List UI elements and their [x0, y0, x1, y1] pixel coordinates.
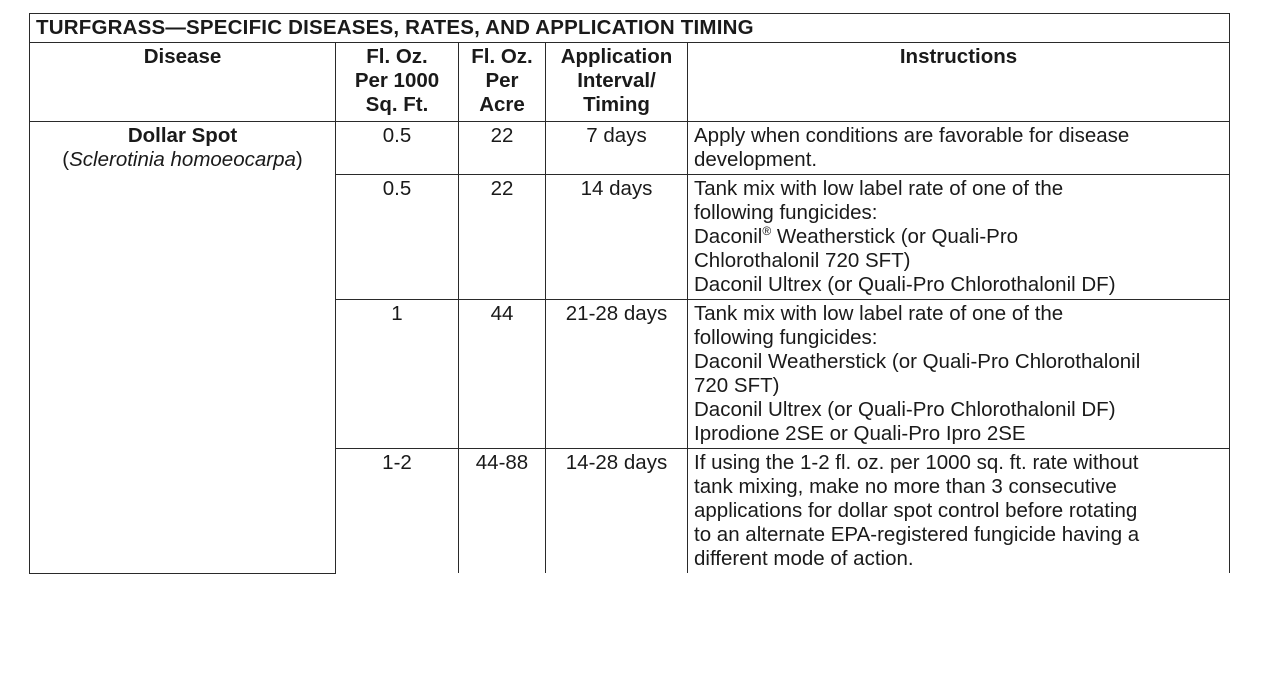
cell-interval: 14-28 days	[546, 449, 688, 574]
label-table-container	[29, 13, 1229, 574]
disease-name: Dollar Spot	[127, 124, 238, 147]
disease-rates-table	[29, 13, 1230, 574]
instruction-line: Tank mix with low label rate of one of the	[694, 302, 1064, 325]
header-instructions: Instructions	[688, 43, 1230, 122]
instruction-line: Apply when conditions are favorable for disease	[694, 124, 1130, 147]
instruction-line: to an alternate EPA-registered fungicide having a	[694, 523, 1140, 546]
cell-interval: 7 days	[546, 122, 688, 175]
header-application-interval	[546, 43, 688, 122]
cell-rate-per-1000: 0.5	[336, 175, 459, 300]
header-rate-per-acre-line1: Fl. Oz.	[471, 45, 533, 68]
table-title: TURFGRASS—SPECIFIC DISEASES, RATES, AND APPLICATION TIMING	[30, 14, 1230, 43]
header-rate-per-acre	[459, 43, 546, 122]
cell-instructions	[688, 175, 1230, 300]
header-interval-line3: Timing	[583, 93, 650, 116]
instruction-line: Daconil Weatherstick (or Quali-Pro Chlorothalonil	[694, 350, 1141, 373]
cell-rate-per-acre: 44-88	[459, 449, 546, 574]
header-rate-per-acre-line3: Acre	[479, 93, 525, 116]
instruction-line: Daconil Ultrex (or Quali-Pro Chlorothalonil DF)	[694, 398, 1116, 421]
header-disease: Disease	[30, 43, 336, 122]
header-rate-per-acre-line2: Per	[485, 69, 519, 92]
instruction-line: Daconil Ultrex (or Quali-Pro Chlorothalonil DF)	[694, 273, 1116, 296]
cell-rate-per-acre: 22	[459, 175, 546, 300]
cell-instructions	[688, 122, 1230, 175]
header-interval-line2: Interval/	[577, 69, 656, 92]
instruction-line: different mode of action.	[694, 547, 914, 570]
cell-interval: 14 days	[546, 175, 688, 300]
header-rate-per-1000-line2: Per 1000	[354, 69, 440, 92]
scientific-name-italic: Sclerotinia homoeocarpa	[69, 148, 296, 171]
cell-interval: 21-28 days	[546, 300, 688, 449]
cell-rate-per-acre: 44	[459, 300, 546, 449]
table-title-row	[30, 14, 1230, 43]
disease-scientific-name: (Sclerotinia homoeocarpa)	[62, 148, 303, 171]
instruction-line: applications for dollar spot control before rotating	[694, 499, 1138, 522]
cell-rate-per-acre: 22	[459, 122, 546, 175]
table-row	[30, 122, 1230, 175]
cell-rate-per-1000: 1-2	[336, 449, 459, 574]
instruction-line: Tank mix with low label rate of one of the	[694, 177, 1064, 200]
instruction-line: If using the 1-2 fl. oz. per 1000 sq. ft. rate without	[694, 451, 1139, 474]
header-interval-line1: Application	[560, 45, 673, 68]
cell-instructions	[688, 300, 1230, 449]
instruction-line: Chlorothalonil 720 SFT)	[694, 249, 911, 272]
header-rate-per-1000	[336, 43, 459, 122]
cell-rate-per-1000: 0.5	[336, 122, 459, 175]
column-header-row	[30, 43, 1230, 122]
cell-instructions	[688, 449, 1230, 574]
instruction-line: following fungicides:	[694, 326, 878, 349]
instruction-line: Daconil® Weatherstick (or Quali-Pro	[694, 224, 1019, 248]
header-rate-per-1000-line1: Fl. Oz.	[366, 45, 428, 68]
instruction-line: development.	[694, 148, 818, 171]
instruction-line: 720 SFT)	[694, 374, 780, 397]
instruction-line: Iprodione 2SE or Quali-Pro Ipro 2SE	[694, 422, 1026, 445]
cell-rate-per-1000: 1	[336, 300, 459, 449]
instruction-line: tank mixing, make no more than 3 consecutive	[694, 475, 1117, 498]
disease-cell	[30, 122, 336, 574]
instruction-line: following fungicides:	[694, 201, 878, 224]
header-rate-per-1000-line3: Sq. Ft.	[365, 93, 429, 116]
